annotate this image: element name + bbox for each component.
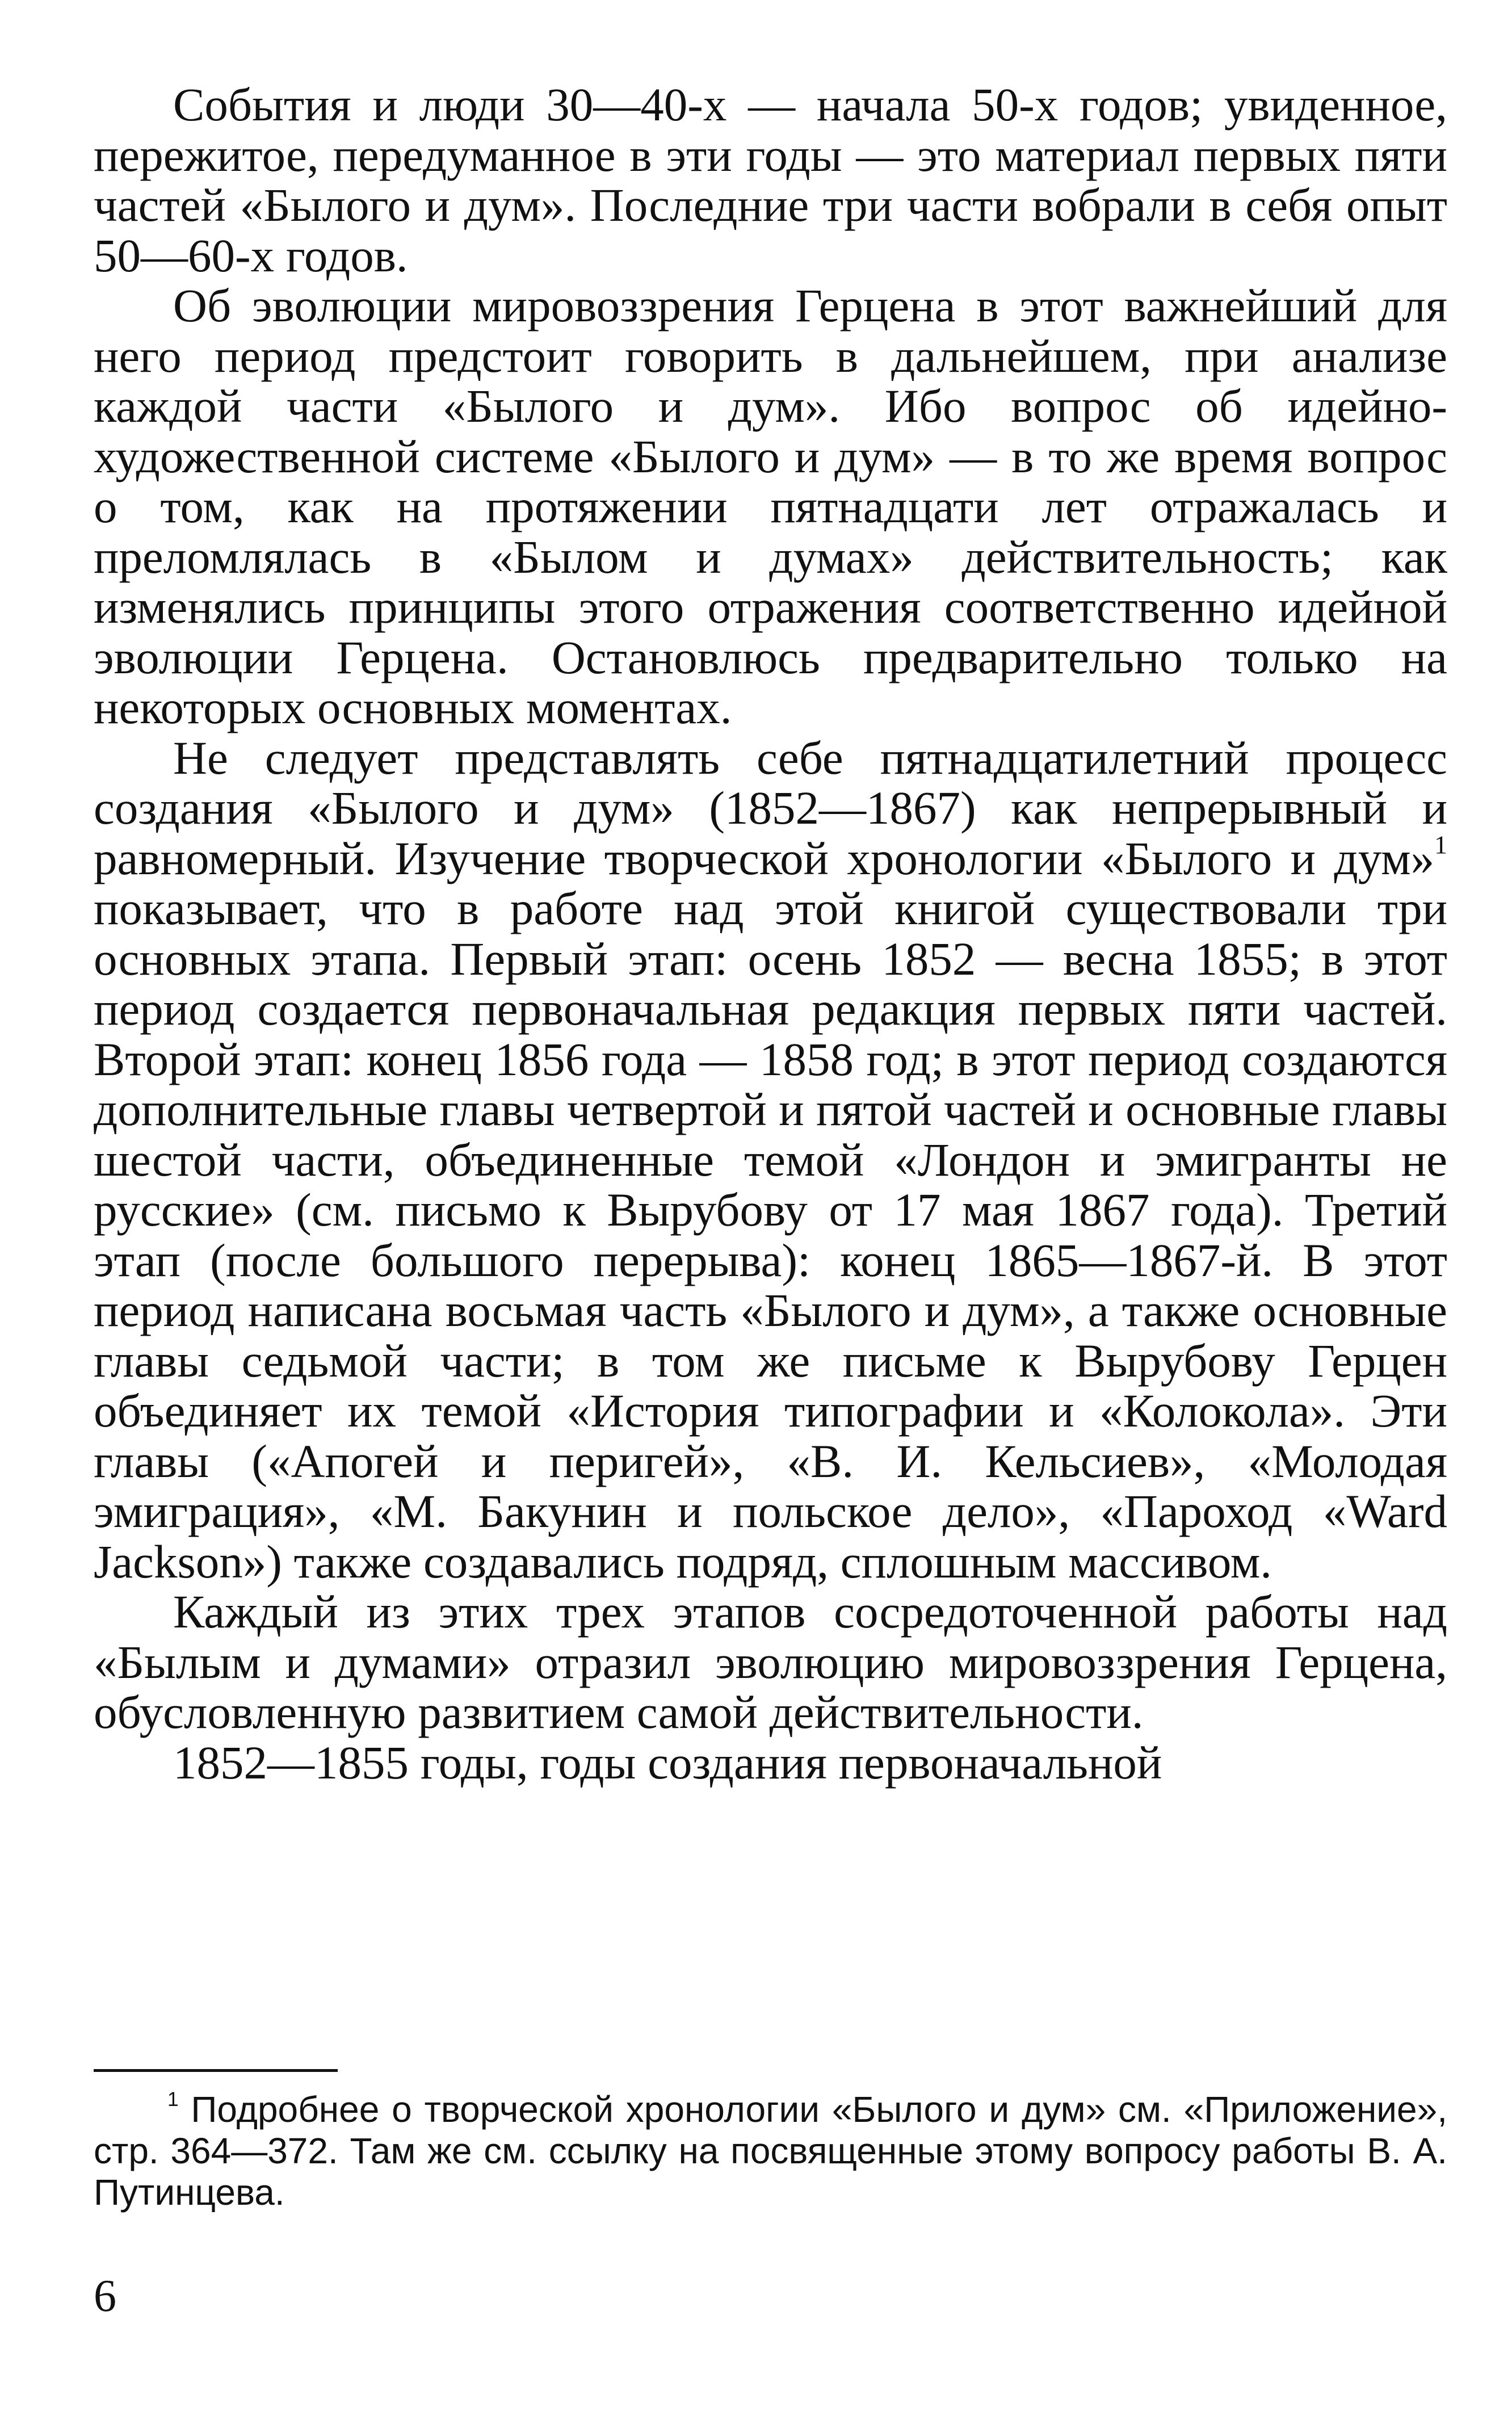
paragraph-2: Об эволюции мировоззрения Герцена в этот важнейший для него период предстоит говорить в дальнейшем, при анализе каждой части «Былого и дум». Ибо вопрос об идейно-художественной системе «Былого и дум» — в то же время вопрос о том, как на протяжении пятнадцати лет отражалась и преломлялась в «Былом и думах» действительность; как изменялись принципы этого отражения соответственно идейной эволюции Герцена. Остановлюсь предварительно только на некоторых основных моментах. bbox=[94, 279, 1447, 733]
page-number: 6 bbox=[94, 2271, 116, 2321]
paragraph-4: Каждый из этих трех этапов сосредоточенной работы над «Былым и думами» отразил эволюцию мировоззрения Герцена, обусловленную развитием самой действительности. bbox=[94, 1585, 1447, 1738]
footnote-reference[interactable]: 1 bbox=[1434, 829, 1447, 859]
footnote bbox=[94, 2089, 1447, 2213]
footnote-text: Подробнее о творческой хронологии «Былого и дум» см. «Приложение», стр. 364—372. Там же см. ссылку на посвященные этому вопросу работы В. А. Путинцева. bbox=[94, 2089, 1447, 2213]
paragraph-3-text-before-note: Не следует представлять себе пятнадцатилетний процесс создания «Былого и дум» (1852—1867) как непрерывный и равномерный. Изучение творческой хронологии «Былого и дум» bbox=[94, 731, 1447, 884]
footnote-mark: 1 bbox=[167, 2088, 179, 2111]
paragraph-3 bbox=[94, 733, 1447, 1587]
paragraph-5: 1852—1855 годы, годы создания первоначальной bbox=[173, 1736, 1162, 1789]
page-body bbox=[94, 79, 1447, 1788]
footnote-divider bbox=[94, 2069, 338, 2072]
paragraph-3-text-after-note: показывает, что в работе над этой книгой существовали три основных этапа. Первый этап: осень 1852 — весна 1855; в этот период создается первоначальная редакция первых пяти частей. Второй этап: конец 1856 года — 1858 год; в этот период создаются дополнительные главы четвертой и пятой частей и основные главы шестой части, объединенные темой «Лондон и эмигранты не русские» (см. письмо к Вырубову от 17 мая 1867 года). Третий этап (после большого перерыва): конец 1865—1867-й. В этот период написана восьмая часть «Былого и дум», а также основные главы седьмой части; в том же письме к Вырубову Герцен объединяет их темой «История типографии и «Колокола». Эти главы («Апогей и перигей», «В. И. Кельсиев», «Молодая эмиграция», «М. Бакунин и польское дело», «Пароход «Ward Jackson») также создавались подряд, сплошным массивом. bbox=[94, 882, 1447, 1588]
paragraph-1: События и люди 30—40-х — начала 50-х годов; увиденное, пережитое, передуманное в эти годы — это материал первых пяти частей «Былого и дум». Последние три части вобрали в себя опыт 50—60-х годов. bbox=[94, 78, 1447, 282]
